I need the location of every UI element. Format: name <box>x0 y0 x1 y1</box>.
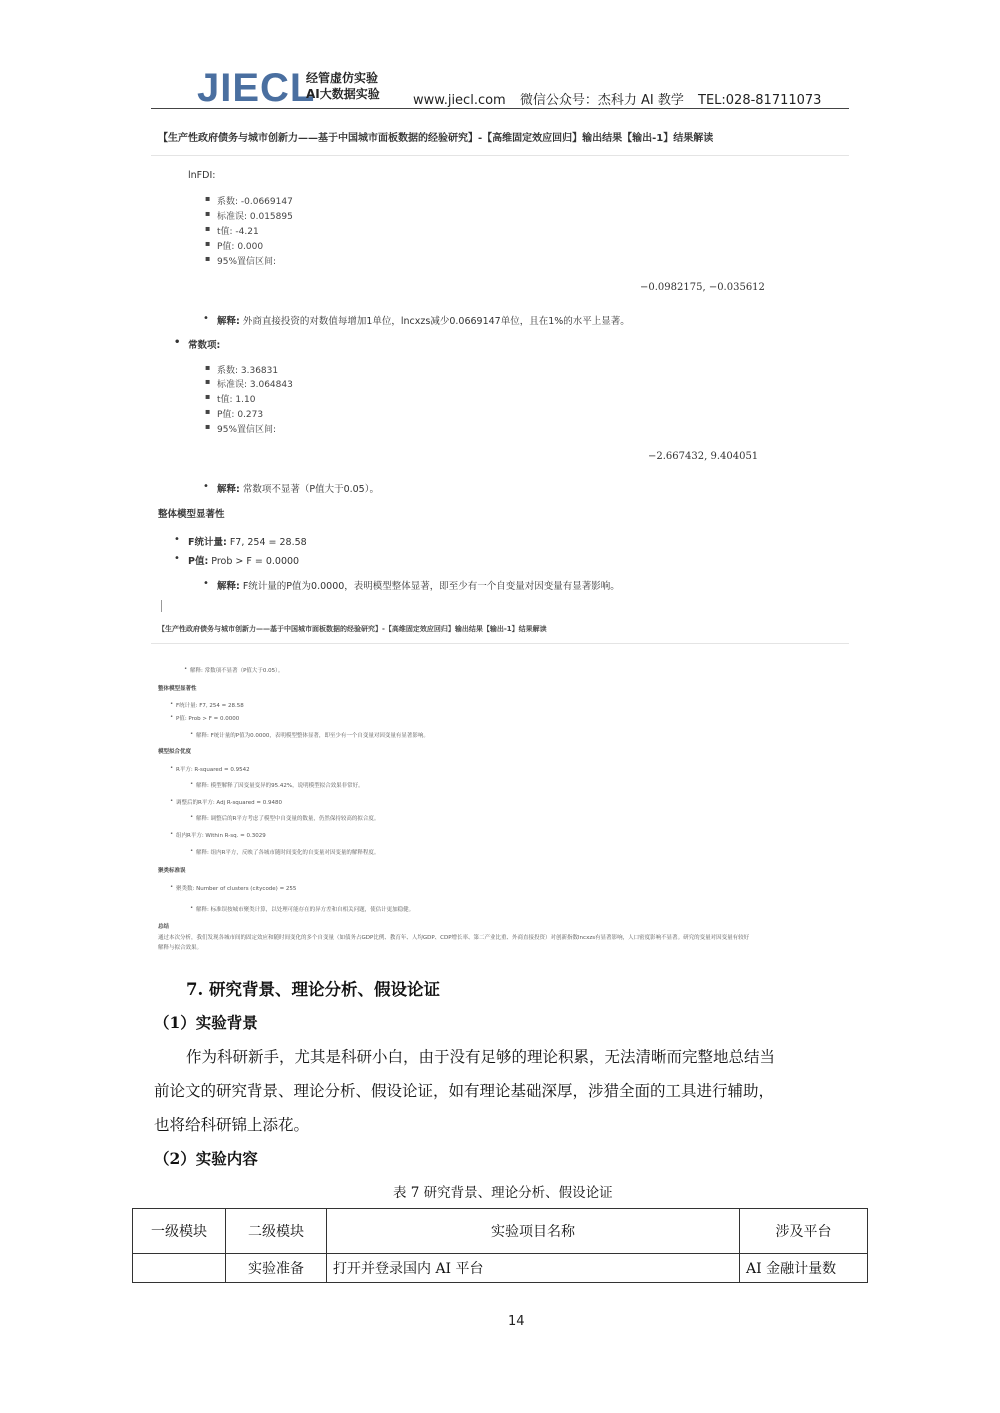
lnfdi-ci: −0.0982175, −0.035612 <box>640 282 765 293</box>
overall-f-label: F统计量: <box>188 537 227 548</box>
lnfdi-interp-text: 外商直接投资的对数值每增加1单位，lncxzs减少0.0669147单位，且在1%的水平上显著。 <box>242 316 630 327</box>
const-ci: −2.667432, 9.404051 <box>648 451 759 462</box>
experiment-table <box>132 1208 868 1283</box>
shot2-title: 【生产性政府债务与城市创新力——基于中国城市面板数据的经验研究】-【高维固定效应回归】输出结果【输出-1】结果解读 <box>158 625 547 633</box>
table-cell <box>133 1254 226 1283</box>
shot2-line4: • 解释: F统计量的P值为0.0000，表明模型整体显著，即至少有一个自变量对因变量有显著影响。 <box>196 731 429 739</box>
overall-f-value: F7, 254 = 28.58 <box>229 537 307 548</box>
lnfdi-interp <box>217 313 630 327</box>
const-interp-text: 常数项不显著（P值大于0.05）。 <box>242 484 379 495</box>
subheading-content: （2）实验内容 <box>154 1149 258 1168</box>
lnfdi-interp-label: 解释: <box>217 316 240 327</box>
shot1-title: 【生产性政府债务与城市创新力——基于中国城市面板数据的经验研究】-【高维固定效应回归】输出结果【输出-1】结果解读 <box>158 133 714 144</box>
shot2-line5: • R平方: R-squared = 0.9542 <box>176 765 250 773</box>
table-header-cell: 二级模块 <box>226 1209 327 1254</box>
wechat-text: 微信公众号：杰科力 AI 教学 <box>519 93 684 108</box>
shot2-line9: • 组内R平方: Within R-sq. = 0.3029 <box>176 831 266 839</box>
table-header-row <box>133 1209 868 1254</box>
const-p: ▪ P值: 0.273 <box>217 407 263 420</box>
lnfdi-name: • lnFDI: <box>188 170 215 179</box>
shot2-heading2: 模型拟合优度 <box>158 749 192 755</box>
header-contact <box>413 89 831 108</box>
overall-interp-label: 解释: <box>217 581 240 592</box>
overall-p-value: Prob > F = 0.0000 <box>211 556 300 567</box>
shot2-divider <box>151 643 849 644</box>
shot2-heading4: 总结 <box>158 924 170 930</box>
table-header-cell: 涉及平台 <box>740 1209 868 1254</box>
logo-subtitle <box>306 70 380 102</box>
shot2-summary2: 解释与拟合效果。 <box>158 945 203 951</box>
const-coef: ▪ 系数: 3.36831 <box>217 363 278 376</box>
lnfdi-coef: ▪ 系数: -0.0669147 <box>217 194 293 207</box>
paragraph-line2: 前论文的研究背景、理论分析、假设论证，如有理论基础深厚，涉猎全面的工具进行辅助， <box>154 1082 775 1100</box>
jiecl-logo: JIECL <box>197 66 316 110</box>
shot2-line3: • P值: Prob > F = 0.0000 <box>176 714 239 722</box>
paragraph-line1: 作为科研新手，尤其是科研小白，由于没有足够的理论积累，无法清晰而完整地总结当 <box>186 1048 776 1066</box>
shot2-line12: • 解释: 标准误按城市聚类计算，以处理可能存在的异方差和自相关问题，使估计更加稳健。 <box>196 905 414 913</box>
page-number: 14 <box>508 1314 525 1329</box>
const-interp <box>217 481 379 495</box>
table-header-cell: 实验项目名称 <box>327 1209 740 1254</box>
lnfdi-p: ▪ P值: 0.000 <box>217 239 263 252</box>
table-caption: 表 7 研究背景、理论分析、假设论证 <box>393 1185 613 1201</box>
shot2-line10: • 解释: 组内R平方，反映了各城市随时间变化的自变量对因变量的解释程度。 <box>196 848 379 856</box>
lnfdi-t: ▪ t值: -4.21 <box>217 224 259 237</box>
overall-p-label: P值: <box>188 556 209 567</box>
tel-text: TEL:028-81711073 <box>698 93 822 108</box>
subheading-background: （1）实验背景 <box>154 1013 258 1032</box>
const-name: • 常数项: <box>188 337 220 351</box>
section-heading-7: 7. 研究背景、理论分析、假设论证 <box>186 980 440 999</box>
table-cell: 实验准备 <box>226 1254 327 1283</box>
shot2-line6: • 解释: 模型解释了因变量变异的95.42%，说明模型拟合效果非常好。 <box>196 781 364 789</box>
shot1-divider <box>151 155 849 156</box>
website-link[interactable]: www.jiecl.com <box>413 93 506 108</box>
header-divider <box>151 108 849 109</box>
shot2-line11: • 聚类数: Number of clusters (citycode) = 255 <box>176 884 296 892</box>
shot2-line2: • F统计量: F7, 254 = 28.58 <box>176 701 244 709</box>
overall-heading: 整体模型显著性 <box>158 509 225 520</box>
lnfdi-ci-label: ▪ 95%置信区间: <box>217 254 276 267</box>
logo-subtitle-line2: AI大数据实验 <box>306 87 380 101</box>
const-ci-label: ▪ 95%置信区间: <box>217 422 276 435</box>
const-se: ▪ 标准误: 3.064843 <box>217 377 293 390</box>
const-interp-label: 解释: <box>217 484 240 495</box>
lnfdi-se: ▪ 标准误: 0.015895 <box>217 209 293 222</box>
text-cursor <box>161 600 162 612</box>
const-t: ▪ t值: 1.10 <box>217 392 255 405</box>
shot2-line1: • 解释: 常数项不显著（P值大于0.05）。 <box>190 666 283 674</box>
overall-f <box>188 534 307 548</box>
table-cell: AI 金融计量数 <box>740 1254 868 1283</box>
shot2-line8: • 解释: 调整后的R平方考虑了模型中自变量的数量，仍然保持较高的拟合度。 <box>196 814 379 822</box>
shot2-heading3: 聚类标准误 <box>158 868 186 874</box>
table-header-cell: 一级模块 <box>133 1209 226 1254</box>
table-cell: 打开并登录国内 AI 平台 <box>327 1254 740 1283</box>
logo-subtitle-line1: 经管虚仿实验 <box>306 71 379 85</box>
overall-interp <box>217 578 620 592</box>
shot2-summary1: 通过本次分析，我们发现各城市间的固定效应和随时间变化的多个自变量（如债务占GDP比例、教育年、人均GDP、CDP增长率、第二产业比重、外商直接投资）对创新指数lncxzs有显著影响，人口密度影响不显著。研究的变量对因变量有较好 <box>158 935 750 941</box>
shot2-heading1: 整体模型显著性 <box>158 686 197 692</box>
paragraph-line3: 也将给科研锦上添花。 <box>154 1116 310 1134</box>
overall-p <box>188 553 299 567</box>
overall-interp-text: F统计量的P值为0.0000，表明模型整体显著，即至少有一个自变量对因变量有显著影响。 <box>242 581 620 592</box>
table-row <box>133 1254 868 1283</box>
shot2-line7: • 调整后的R平方: Adj R-squared = 0.9480 <box>176 798 282 806</box>
